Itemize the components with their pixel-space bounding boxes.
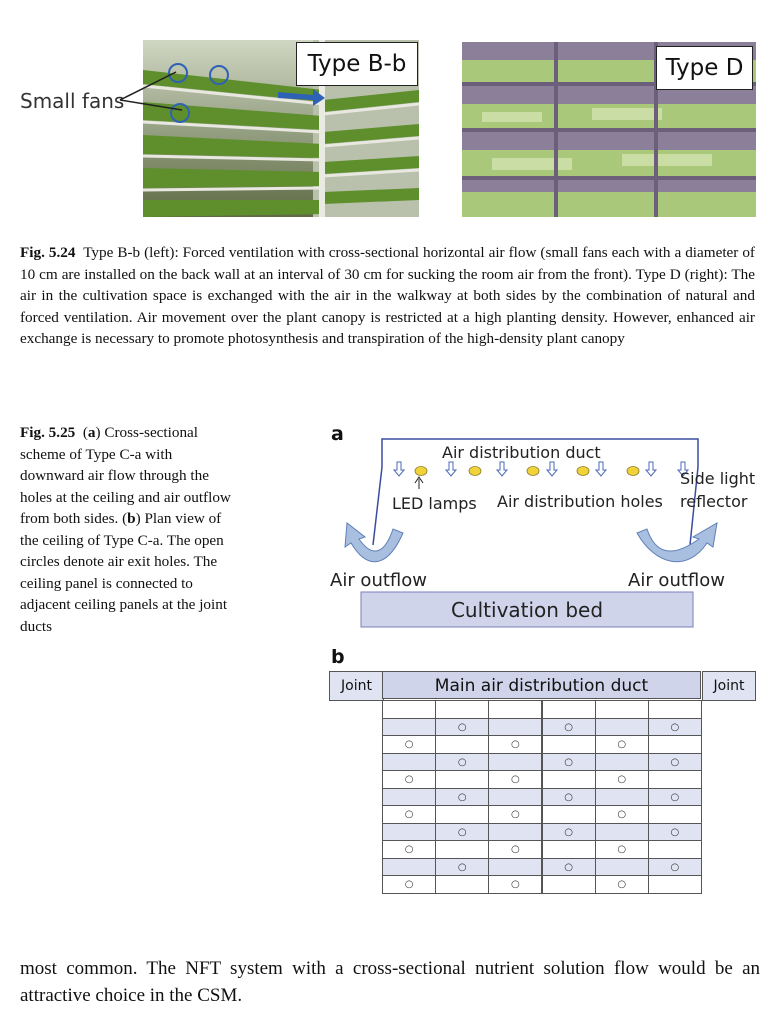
grid-cell	[382, 718, 436, 737]
grid-cell	[542, 875, 596, 894]
air-exit-hole-icon: ○	[564, 721, 573, 733]
grid-cell	[595, 858, 649, 877]
outflow-right-label: Air outflow	[628, 570, 725, 591]
duct-label: Air distribution duct	[442, 443, 601, 462]
grid-cell	[488, 875, 542, 894]
air-exit-hole-icon: ○	[457, 756, 467, 768]
grid-cell	[595, 823, 649, 842]
grid-cell	[542, 858, 596, 877]
fig-5-25-caption	[20, 422, 238, 637]
grid-cell	[595, 875, 649, 894]
type-d-label: Type D	[656, 46, 753, 90]
led-lamps-label: LED lamps	[392, 494, 477, 513]
small-fans-label: Small fans	[20, 89, 125, 113]
grid-cell	[542, 788, 596, 807]
grid-cell	[488, 700, 542, 719]
ceiling-plan-grid	[382, 700, 701, 893]
air-exit-hole-icon: ○	[564, 826, 573, 838]
grid-cell	[488, 753, 542, 772]
fig-5-25-number: Fig. 5.25	[20, 424, 76, 441]
grid-cell	[648, 823, 702, 842]
fig-5-25-part-b-text: ) Plan view of the ceiling of Type C-a. The open circles denote air exit holes. The ceiling panel is connected to adjacent ceiling panels at the joint ducts	[20, 510, 228, 635]
grid-cell	[595, 753, 649, 772]
holes-label: Air distribution holes	[497, 492, 663, 511]
grid-cell	[542, 823, 596, 842]
air-exit-hole-icon: ○	[617, 739, 627, 751]
small-fans-pointer-lines	[118, 70, 198, 130]
main-duct: Main air distribution duct	[382, 671, 701, 699]
grid-cell	[435, 735, 489, 754]
air-exit-hole-icon: ○	[617, 774, 627, 786]
grid-cell	[382, 770, 436, 789]
grid-cell	[542, 718, 596, 737]
fig-5-25-part-a: a	[87, 424, 96, 441]
grid-cell	[382, 840, 436, 859]
grid-cell	[488, 788, 542, 807]
grid-cell	[595, 700, 649, 719]
outflow-left-label: Air outflow	[330, 570, 427, 591]
fig-5-25-part-a-text: ) Cross-sectional scheme of Type C-a with downward air flow through the holes at the ceiling and air outflow from both sides. (	[20, 424, 231, 527]
grid-cell	[435, 858, 489, 877]
panel-a-letter: a	[331, 423, 344, 445]
grid-cell	[542, 735, 596, 754]
grid-cell	[595, 735, 649, 754]
grid-cell	[542, 770, 596, 789]
grid-cell	[542, 753, 596, 772]
grid-cell	[435, 840, 489, 859]
grid-cell	[488, 718, 542, 737]
grid-cell	[542, 840, 596, 859]
grid-cell	[382, 788, 436, 807]
air-exit-hole-icon: ○	[404, 774, 414, 786]
air-exit-hole-icon: ○	[457, 721, 467, 733]
grid-cell	[488, 770, 542, 789]
grid-cell	[542, 700, 596, 719]
grid-cell	[648, 718, 702, 737]
body-text: most common. The NFT system with a cross-sectional nutrient solution flow would be an attractive choice in the CSM.	[20, 958, 760, 1006]
air-exit-hole-icon: ○	[404, 844, 414, 856]
grid-cell	[435, 823, 489, 842]
grid-cell	[382, 823, 436, 842]
reflector-label-2: reflector	[680, 492, 748, 511]
grid-cell	[435, 875, 489, 894]
air-exit-hole-icon: ○	[617, 879, 627, 891]
grid-cell	[382, 875, 436, 894]
grid-cell	[435, 700, 489, 719]
air-exit-hole-icon: ○	[617, 809, 627, 821]
grid-cell	[435, 770, 489, 789]
air-exit-hole-icon: ○	[564, 756, 573, 768]
air-exit-hole-icon: ○	[564, 861, 573, 873]
grid-cell	[595, 805, 649, 824]
grid-cell	[488, 858, 542, 877]
grid-cell	[435, 718, 489, 737]
fig-5-24-text: Type B-b (left): Forced ventilation with cross-sectional horizontal air flow (small fans each with a diameter of 10 cm are installed on the back wall at an interval of 30 cm for sucking the room air from the front). Type D (right): The air in the cultivation space is exchanged with the air in the walkway at both sides by the combination of natural and forced ventilation. Air movement over the plant canopy is restricted at a high planting density. However, enhanced air exchange is necessary to promote photosynthesis and transpiration of the high-density plant canopy	[20, 244, 755, 347]
grid-cell	[648, 700, 702, 719]
air-hole-arrows	[394, 462, 688, 476]
fig-5-25-open-paren: (	[82, 424, 88, 441]
panel-b-letter: b	[331, 646, 345, 668]
grid-cell	[488, 840, 542, 859]
grid-cell	[382, 858, 436, 877]
fig-5-24-number: Fig. 5.24	[20, 244, 76, 261]
air-exit-hole-icon: ○	[670, 756, 680, 768]
air-exit-hole-icon: ○	[457, 826, 467, 838]
air-exit-hole-icon: ○	[404, 879, 414, 891]
grid-cell	[648, 858, 702, 877]
grid-cell	[488, 805, 542, 824]
grid-cell	[648, 840, 702, 859]
grid-cell	[435, 805, 489, 824]
air-exit-hole-icon: ○	[404, 739, 414, 751]
fig-5-24-caption	[20, 242, 755, 350]
grid-cell	[435, 753, 489, 772]
joint-right: Joint	[702, 671, 756, 701]
air-exit-hole-icon: ○	[670, 791, 680, 803]
grid-cell	[488, 823, 542, 842]
air-exit-hole-icon: ○	[564, 791, 573, 803]
side-reflector-left	[373, 467, 382, 545]
reflector-label-1: Side light	[680, 469, 756, 488]
air-exit-hole-icon: ○	[404, 809, 414, 821]
grid-cell	[382, 700, 436, 719]
cultivation-bed-label: Cultivation bed	[450, 598, 604, 622]
grid-cell	[648, 735, 702, 754]
grid-cell	[542, 805, 596, 824]
air-exit-hole-icon: ○	[511, 809, 520, 821]
air-exit-hole-icon: ○	[670, 826, 680, 838]
grid-cell	[488, 735, 542, 754]
air-exit-hole-icon: ○	[511, 774, 520, 786]
grid-cell	[382, 753, 436, 772]
joint-left: Joint	[329, 671, 384, 701]
grid-cell	[595, 788, 649, 807]
grid-cell	[595, 840, 649, 859]
air-exit-hole-icon: ○	[511, 844, 520, 856]
grid-cell	[382, 805, 436, 824]
air-exit-hole-icon: ○	[511, 739, 520, 751]
grid-cell	[648, 770, 702, 789]
grid-cell	[648, 753, 702, 772]
type-b-b-label: Type B-b	[296, 42, 418, 86]
grid-cell	[648, 805, 702, 824]
air-exit-hole-icon: ○	[617, 844, 627, 856]
air-outflow-arrow-right	[637, 523, 717, 562]
air-exit-hole-icon: ○	[511, 879, 520, 891]
air-exit-hole-icon: ○	[457, 861, 467, 873]
air-exit-hole-icon: ○	[670, 861, 680, 873]
fig-5-25-part-b: b	[127, 510, 136, 527]
air-exit-hole-icon: ○	[670, 721, 680, 733]
grid-cell	[595, 718, 649, 737]
grid-cell	[382, 735, 436, 754]
grid-cell	[648, 788, 702, 807]
air-exit-hole-icon: ○	[457, 791, 467, 803]
grid-cell	[648, 875, 702, 894]
grid-cell	[595, 770, 649, 789]
grid-cell	[435, 788, 489, 807]
